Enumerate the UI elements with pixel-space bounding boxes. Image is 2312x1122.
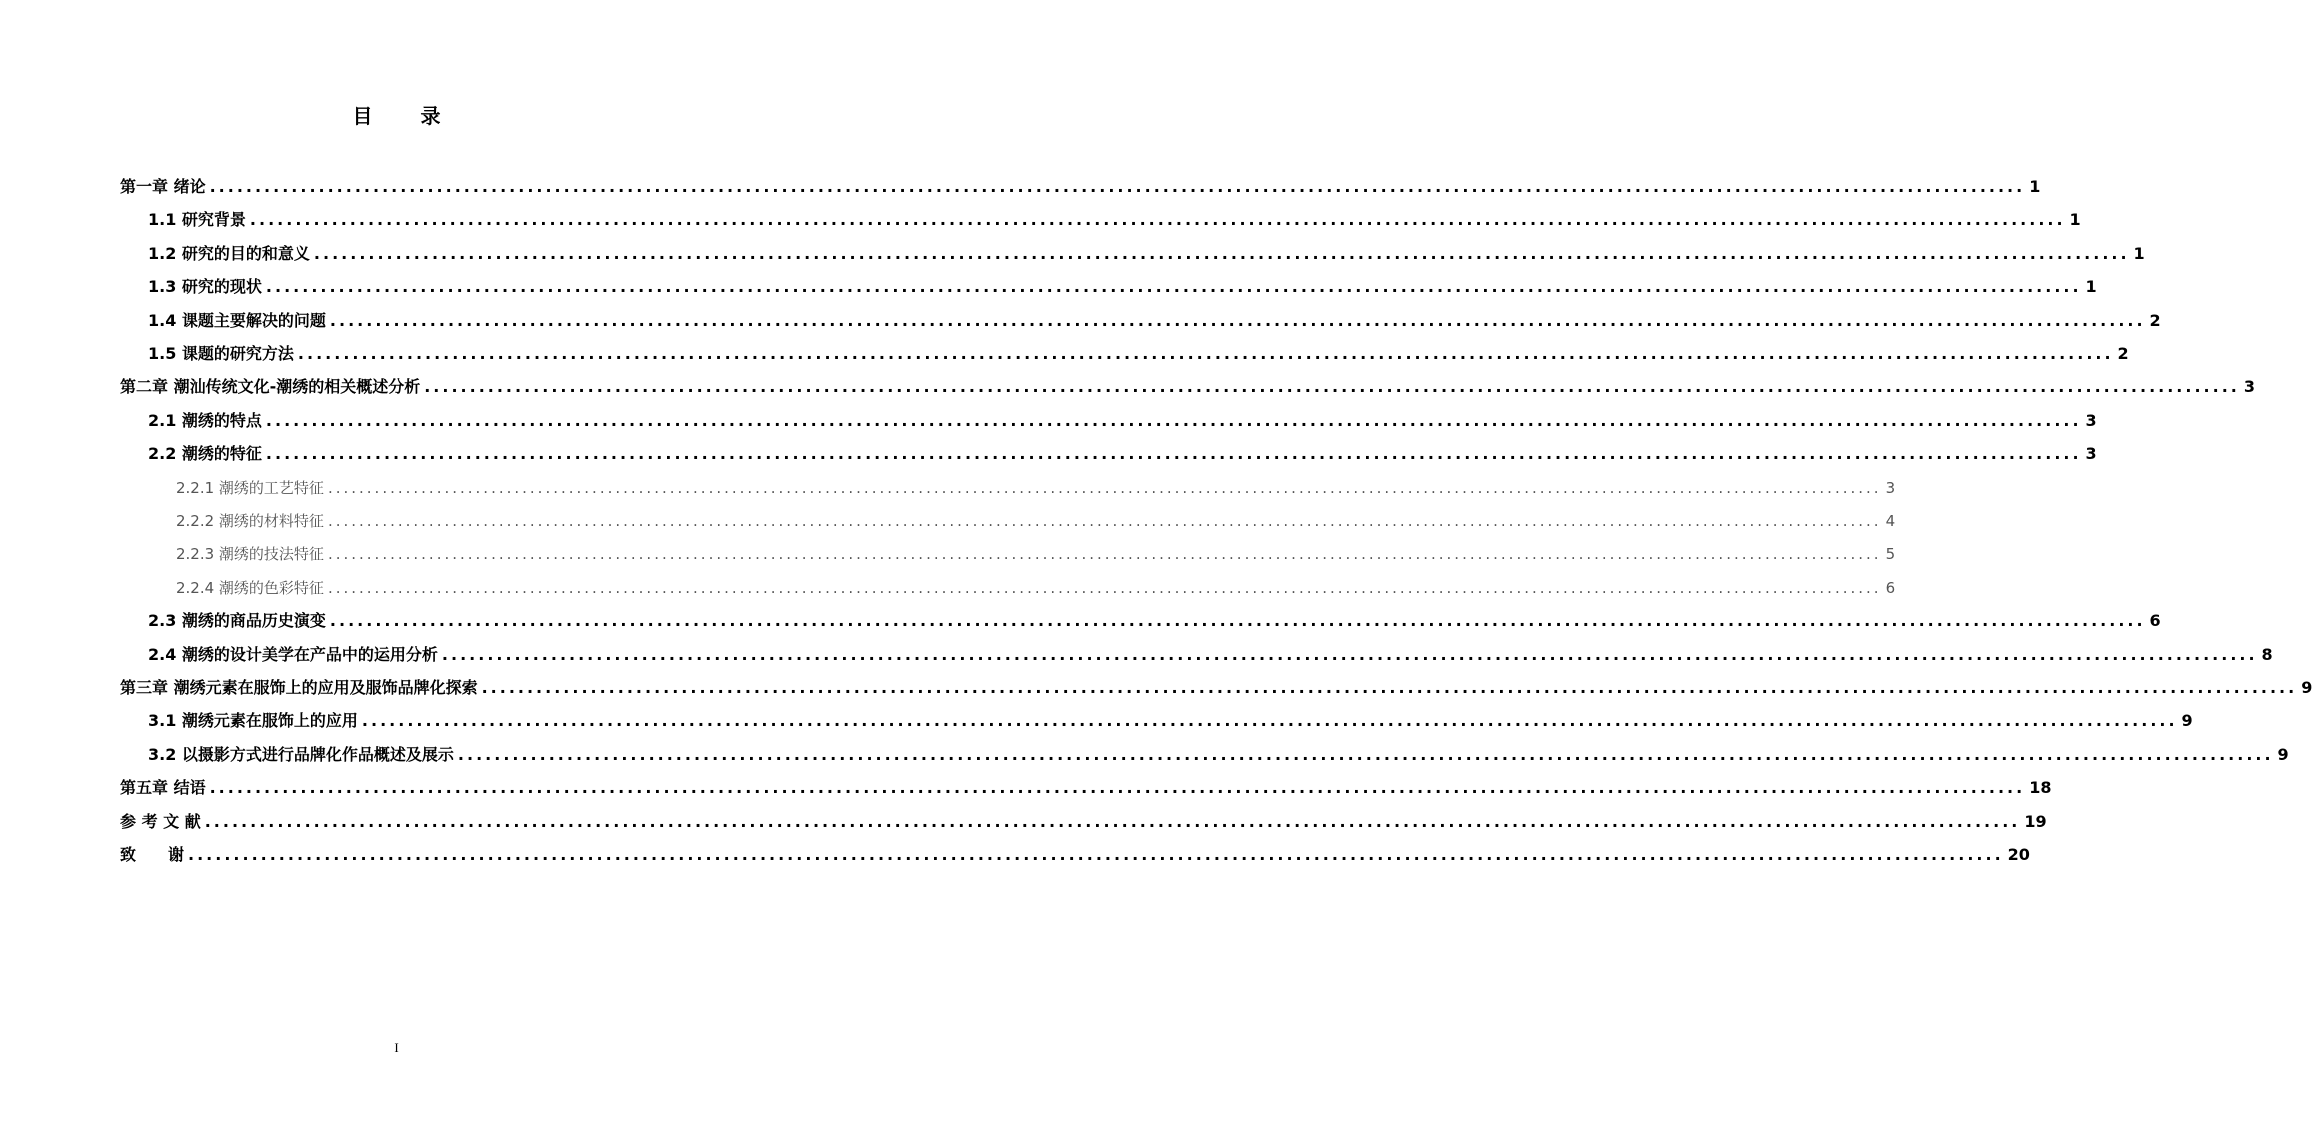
toc-entry[interactable] [148, 608, 2161, 634]
toc-entry[interactable] [148, 408, 2097, 434]
toc-leader-dots: ........................................................................................................................................................................................................ [297, 344, 2114, 363]
toc-leader-dots: ........................................................................................................................................................................................................ [441, 645, 2258, 664]
toc-entry[interactable] [176, 508, 1896, 534]
toc-entry-page: 1 [2029, 177, 2041, 196]
toc-entry-page: 1 [2133, 244, 2145, 263]
page-number: I [394, 1040, 399, 1055]
toc-entry[interactable] [148, 241, 2145, 267]
toc-entry-label: 致 谢 [120, 845, 185, 864]
toc-entry-label: 参 考 文 献 [120, 812, 201, 831]
toc-entry-label: 第一章 绪论 [120, 177, 206, 196]
toc-entry-page: 3 [2085, 411, 2097, 430]
toc-entry-page: 1 [2085, 277, 2097, 296]
toc-entry[interactable] [148, 274, 2097, 300]
toc-leader-dots: ........................................................................................................................................................................................................ [265, 277, 2082, 296]
toc-entry[interactable] [148, 207, 2081, 233]
toc-entry[interactable] [148, 742, 2289, 768]
toc-entry[interactable] [148, 441, 2097, 467]
toc-leader-dots: ........................................................................................................................................................................................................ [209, 177, 2026, 196]
toc-entry-page: 5 [1885, 545, 1896, 563]
toc-entry-label: 第五章 结语 [120, 778, 206, 797]
toc-entry[interactable] [120, 809, 2047, 835]
toc-entry-page: 6 [2149, 611, 2161, 630]
toc-leader-dots: ........................................................................................................................................................................................................ [329, 311, 2146, 330]
toc-entry[interactable] [120, 174, 2041, 200]
toc-entry-label: 2.4 潮绣的设计美学在产品中的运用分析 [148, 645, 438, 664]
toc-entry-page: 18 [2029, 778, 2052, 797]
toc-entry[interactable] [120, 775, 2052, 801]
toc-leader-dots: ........................................................................................................................................................................................................ [327, 479, 1882, 497]
toc-leader-dots: ........................................................................................................................................................................................................ [329, 611, 2146, 630]
toc-entry-page: 19 [2024, 812, 2047, 831]
toc-entry[interactable] [120, 374, 2255, 400]
toc-leader-dots: ........................................................................................................................................................................................................ [424, 377, 2240, 396]
toc-entry-label: 第二章 潮汕传统文化-潮绣的相关概述分析 [120, 377, 421, 396]
toc-entry-page: 9 [2181, 711, 2193, 730]
toc-leader-dots: ........................................................................................................................................................................................................ [265, 411, 2082, 430]
toc-entry-page: 9 [2301, 678, 2312, 697]
toc-entry-label: 1.4 课题主要解决的问题 [148, 311, 326, 330]
toc-leader-dots: ........................................................................................................................................................................................................ [327, 579, 1882, 597]
toc-entry-label: 2.1 潮绣的特点 [148, 411, 262, 430]
toc-leader-dots: ........................................................................................................................................................................................................ [265, 444, 2082, 463]
toc-entry-page: 3 [1885, 479, 1896, 497]
toc-entry-label: 3.2 以摄影方式进行品牌化作品概述及展示 [148, 745, 454, 764]
toc-entry[interactable] [148, 642, 2273, 668]
toc-entry-page: 4 [1885, 512, 1896, 530]
toc-entry-label: 3.1 潮绣元素在服饰上的应用 [148, 711, 358, 730]
toc-entry[interactable] [176, 475, 1896, 501]
toc-entry[interactable] [148, 708, 2193, 734]
toc-entry-label: 第三章 潮绣元素在服饰上的应用及服饰品牌化探索 [120, 678, 478, 697]
toc-entry-page: 2 [2117, 344, 2129, 363]
toc-entry[interactable] [148, 308, 2161, 334]
toc-leader-dots: ........................................................................................................................................................................................................ [313, 244, 2130, 263]
toc-leader-dots: ........................................................................................................................................................................................................ [209, 778, 2026, 797]
toc-entry-label: 1.5 课题的研究方法 [148, 344, 294, 363]
toc-leader-dots: ........................................................................................................................................................................................................ [327, 512, 1882, 530]
toc-entry-page: 3 [2243, 377, 2255, 396]
toc-entry-label: 1.3 研究的现状 [148, 277, 262, 296]
toc-entry-page: 9 [2277, 745, 2289, 764]
toc-leader-dots: ........................................................................................................................................................................................................ [457, 745, 2274, 764]
toc-entry-label: 1.1 研究背景 [148, 210, 246, 229]
toc-entry-label: 2.3 潮绣的商品历史演变 [148, 611, 326, 630]
toc-entry[interactable] [120, 842, 2030, 868]
toc-entry-label: 2.2.4 潮绣的色彩特征 [176, 579, 324, 597]
toc-entry-label: 1.2 研究的目的和意义 [148, 244, 310, 263]
toc-leader-dots: ........................................................................................................................................................................................................ [204, 812, 2021, 831]
toc-leader-dots: ........................................................................................................................................................................................................ [481, 678, 2298, 697]
toc-leader-dots: ........................................................................................................................................................................................................ [188, 845, 2004, 864]
toc-leader-dots: ........................................................................................................................................................................................................ [327, 545, 1882, 563]
toc-entry-label: 2.2 潮绣的特征 [148, 444, 262, 463]
toc-leader-dots: ........................................................................................................................................................................................................ [361, 711, 2178, 730]
toc-entry-label: 2.2.1 潮绣的工艺特征 [176, 479, 324, 497]
toc-entry-label: 2.2.2 潮绣的材料特征 [176, 512, 324, 530]
toc-entry-page: 6 [1885, 579, 1896, 597]
toc-entry-page: 1 [2069, 210, 2081, 229]
toc-entry-page: 2 [2149, 311, 2161, 330]
toc-entry[interactable] [176, 541, 1896, 567]
toc-entry[interactable] [148, 341, 2129, 367]
toc-entry-page: 3 [2085, 444, 2097, 463]
toc-entry[interactable] [176, 575, 1896, 601]
toc-entry-label: 2.2.3 潮绣的技法特征 [176, 545, 324, 563]
toc-entry[interactable] [120, 675, 2312, 701]
page-title: 目 录 [352, 104, 455, 128]
toc-entry-page: 8 [2261, 645, 2273, 664]
toc-leader-dots: ........................................................................................................................................................................................................ [249, 210, 2066, 229]
toc-entry-page: 20 [2007, 845, 2030, 864]
